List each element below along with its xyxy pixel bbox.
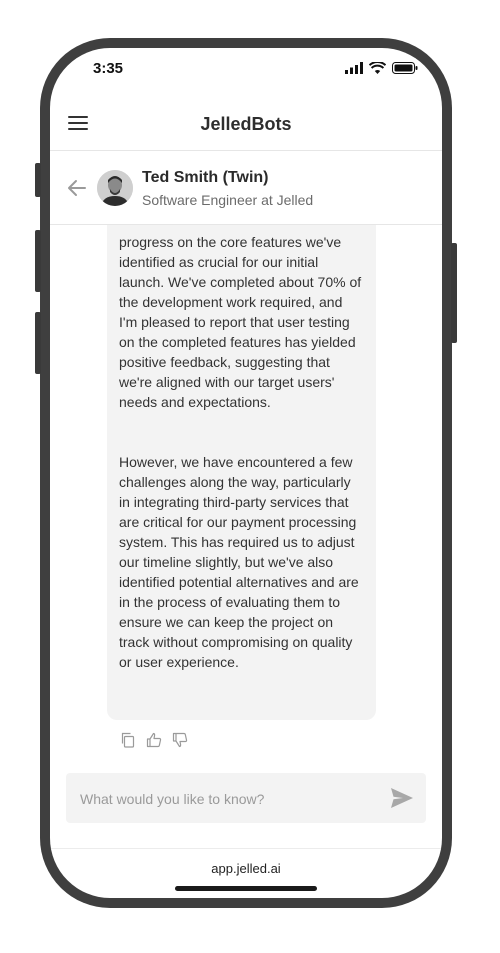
contact-role: Software Engineer at Jelled bbox=[142, 192, 314, 208]
chat-header bbox=[50, 151, 442, 225]
message-paragraph: progress on the core features we've identified as crucial for our initial launch. We've completed about 70% of the development work required, and I'm pleased to report that user testing on the completed features has yielded positive feedback, suggesting that we're aligned with our target users' needs and expectations. bbox=[119, 234, 362, 410]
message-input[interactable] bbox=[78, 773, 382, 825]
contact-name: Ted Smith (Twin) bbox=[142, 169, 269, 186]
thumbs-down-icon[interactable] bbox=[172, 732, 188, 748]
side-button-volume-down bbox=[35, 312, 41, 374]
battery-icon bbox=[392, 62, 418, 74]
side-button-volume-up bbox=[35, 230, 41, 292]
status-icons bbox=[345, 62, 418, 74]
thumbs-up-icon[interactable] bbox=[146, 732, 162, 748]
side-button-silent bbox=[35, 163, 41, 197]
back-arrow-icon[interactable] bbox=[66, 177, 88, 199]
send-icon[interactable] bbox=[390, 787, 414, 809]
signal-icon bbox=[345, 62, 363, 74]
home-indicator[interactable] bbox=[175, 886, 317, 891]
bot-message-bubble bbox=[107, 225, 376, 720]
wifi-icon bbox=[369, 62, 386, 74]
url-label[interactable]: app.jelled.ai bbox=[211, 861, 281, 876]
app-header bbox=[50, 100, 442, 151]
message-actions bbox=[120, 732, 188, 748]
copy-icon[interactable] bbox=[120, 732, 136, 748]
message-paragraph: However, we have encountered a few challenges along the way, particularly in integrating third-party services that are critical for our payment processing system. This has required us to adjust our timeline slightly, but we've also identified potential alternatives and are in the process of evaluating them to ensure we can keep the project on track without compromising on quality or user experience. bbox=[119, 454, 359, 670]
side-button-power bbox=[451, 243, 457, 343]
avatar[interactable] bbox=[97, 170, 133, 206]
app-title: JelledBots bbox=[200, 114, 292, 134]
status-time: 3:35 bbox=[93, 60, 124, 77]
composer bbox=[66, 773, 426, 823]
phone-screen bbox=[50, 48, 442, 898]
avatar-portrait-icon bbox=[97, 170, 133, 206]
message-list[interactable] bbox=[50, 225, 442, 765]
